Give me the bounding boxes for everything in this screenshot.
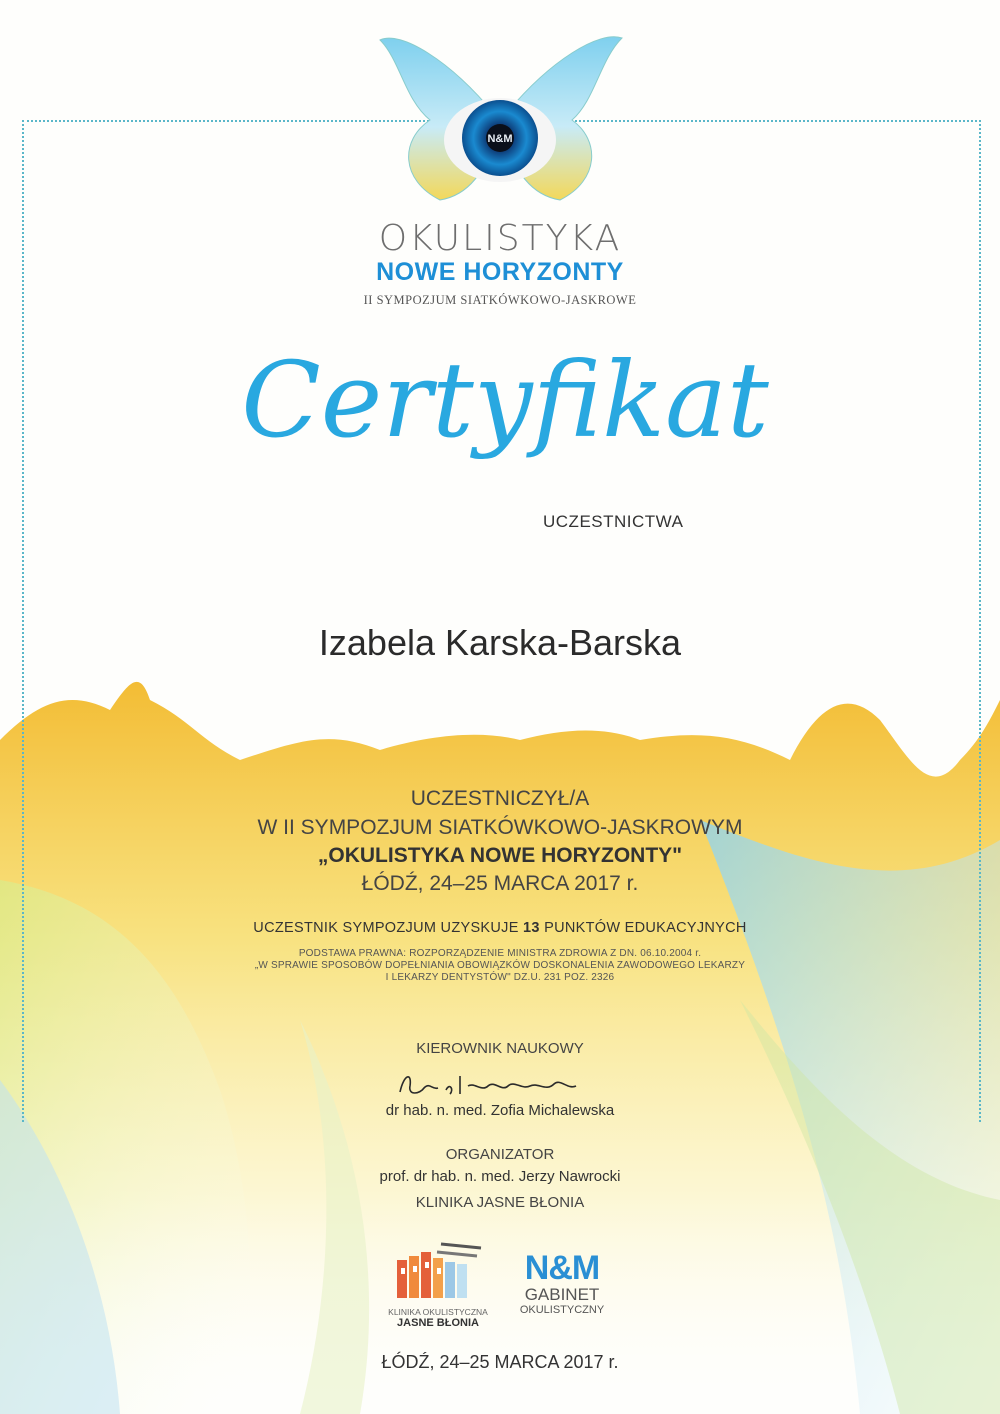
- logo-mark: N&M: [487, 133, 513, 145]
- nm-line-2: OKULISTYCZNY: [519, 1304, 605, 1316]
- points-prefix: UCZESTNIK SYMPOZJUM UZYSKUJE: [253, 920, 519, 936]
- director-label: KIEROWNIK NAUKOWY: [416, 1040, 584, 1057]
- recipient-name: Izabela Karska-Barska: [318, 622, 682, 663]
- jasne-blonia-logo: [388, 1238, 488, 1334]
- organizer-name: prof. dr hab. n. med. Jerzy Nawrocki: [379, 1168, 621, 1185]
- brand-tagline: II SYMPOZJUM SIATKÓWKOWO-JASKROWE: [363, 293, 637, 307]
- points-value: 13: [523, 920, 540, 936]
- legal-basis: [0, 948, 1000, 984]
- footer-date: ŁÓDŹ, 24–25 MARCA 2017 r.: [381, 1352, 619, 1372]
- organizer-label: ORGANIZATOR: [445, 1146, 555, 1163]
- participation-line: UCZESTNICZYŁ/A: [410, 787, 590, 810]
- certificate-title-text: Certyfikat: [241, 339, 769, 461]
- event-date: ŁÓDŹ, 24–25 MARCA 2017 r.: [361, 872, 639, 895]
- jb-big-text: JASNE BŁONIA: [397, 1317, 479, 1329]
- nm-gabinet-logo: [512, 1250, 612, 1330]
- points-suffix: PUNKTÓW EDUKACYJNYCH: [544, 920, 747, 936]
- brand-title: OKULISTYKA: [378, 218, 622, 259]
- certificate-subtitle: UCZESTNICTWA: [543, 512, 684, 531]
- event-title: „OKULISTYKA NOWE HORYZONTY": [317, 844, 683, 867]
- organizer-clinic: KLINIKA JASNE BŁONIA: [415, 1194, 585, 1211]
- nm-mark: N&M: [524, 1249, 600, 1287]
- event-line: W II SYMPOZJUM SIATKÓWKOWO-JASKROWYM: [257, 816, 743, 839]
- brand-subtitle: NOWE HORYZONTY: [376, 258, 624, 286]
- director-signature: [390, 1066, 610, 1102]
- legal-line-1: PODSTAWA PRAWNA: ROZPORZĄDZENIE MINISTRA ZDROWIA Z DN. 06.10.2004 r.: [298, 948, 702, 959]
- clinic-building-icon: [393, 1238, 483, 1300]
- butterfly-eye-logo: [360, 20, 640, 210]
- points-statement: [0, 920, 1000, 936]
- legal-line-2: „W SPRAWIE SPOSOBÓW DOPEŁNIANIA OBOWIĄZKÓW DOSKONALENIA ZAWODOWEGO LEKARZY: [254, 960, 746, 971]
- jb-small-text: KLINIKA OKULISTYCZNA: [388, 1307, 488, 1317]
- certificate-title: [225, 318, 785, 518]
- nm-line-1: GABINET: [524, 1285, 600, 1304]
- legal-line-3: I LEKARZY DENTYSTÓW" DZ.U. 231 POZ. 2326: [385, 972, 615, 983]
- director-name: dr hab. n. med. Zofia Michalewska: [385, 1102, 615, 1119]
